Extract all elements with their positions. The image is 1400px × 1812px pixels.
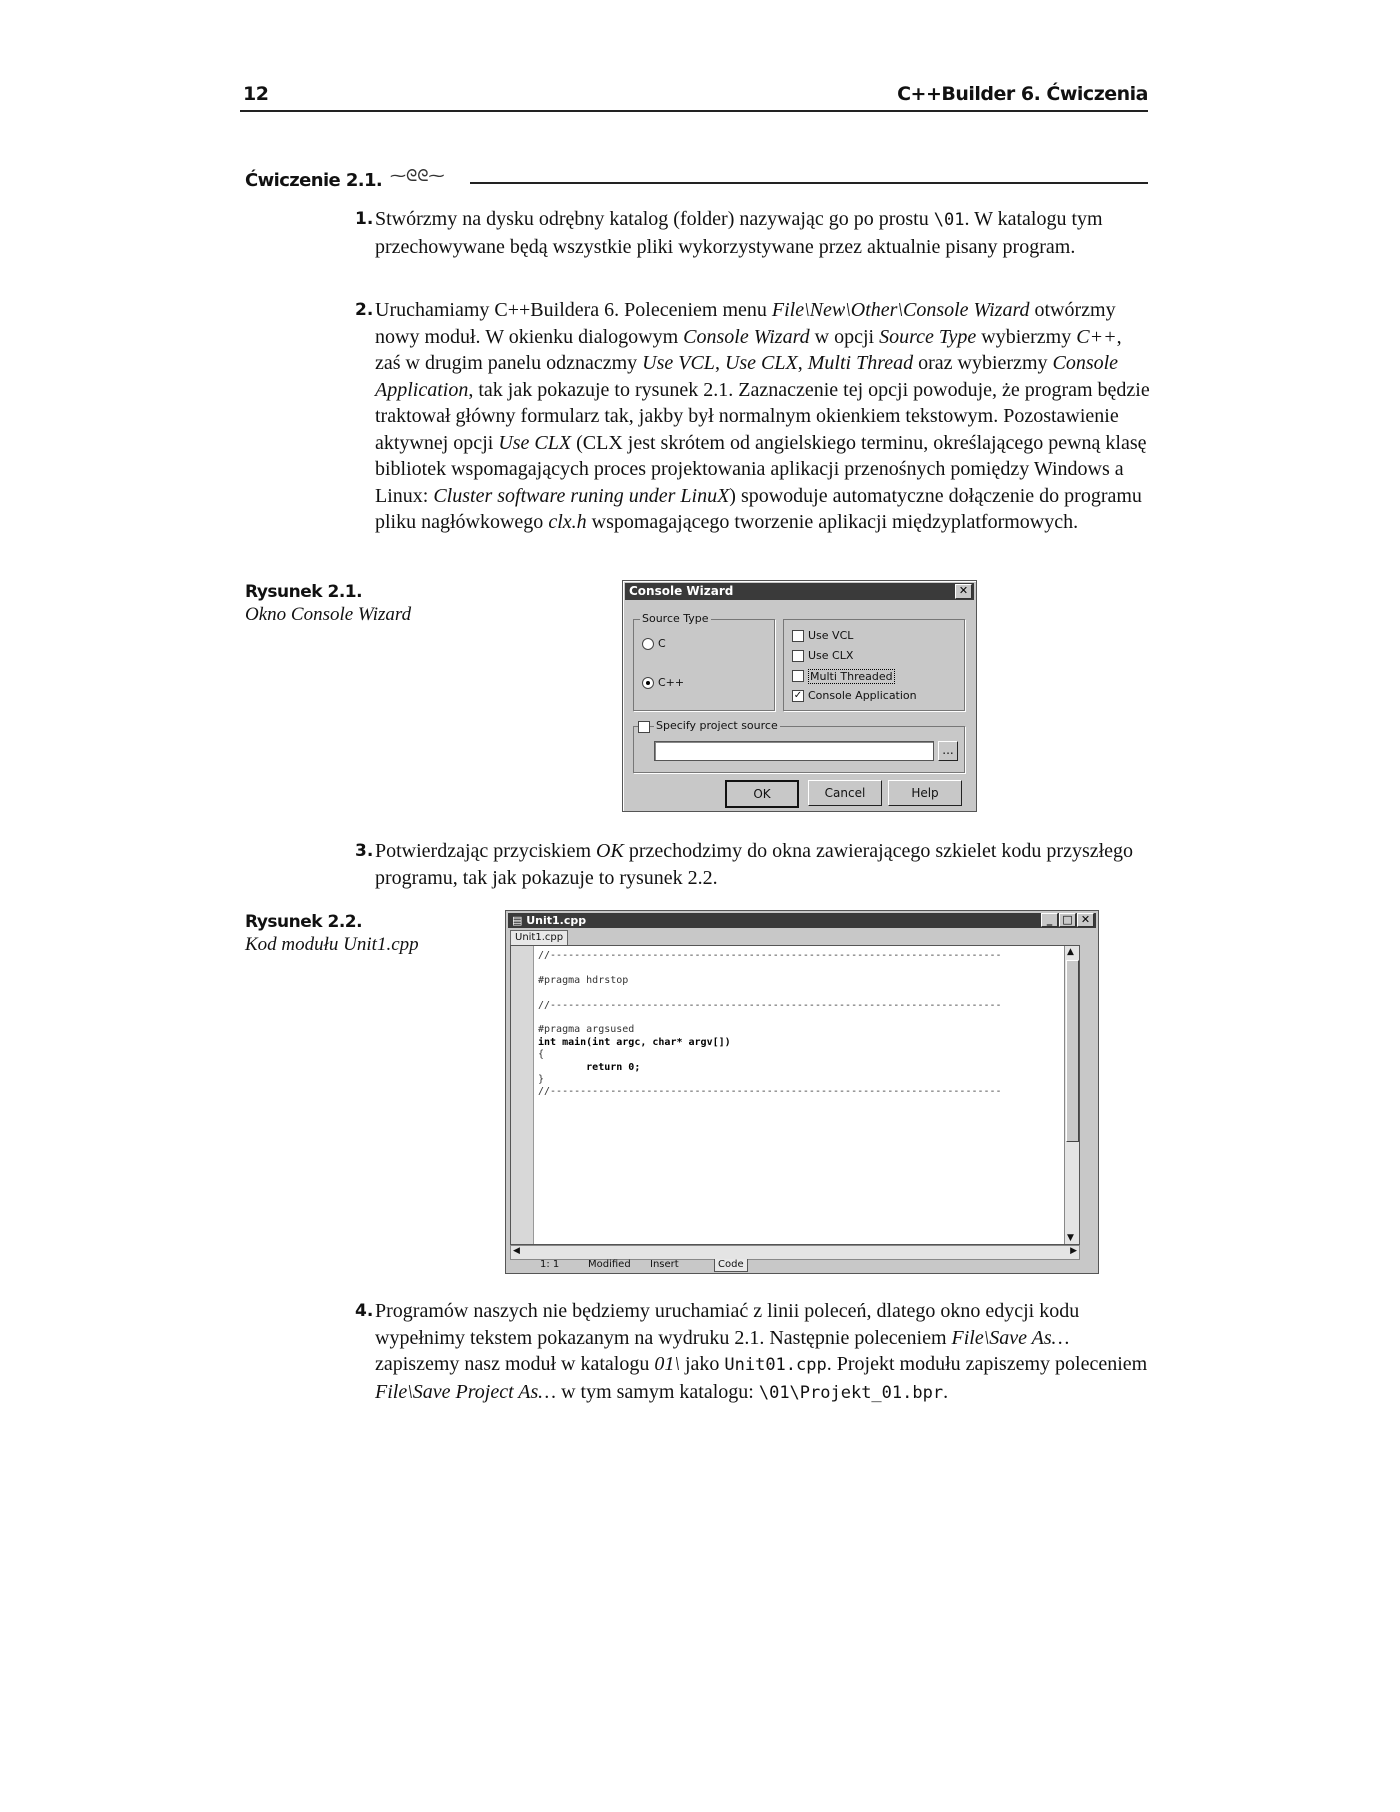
editor-title: Unit1.cpp: [526, 914, 587, 927]
maximize-icon[interactable]: □: [1059, 913, 1076, 927]
radio-cpp[interactable]: [642, 677, 654, 689]
item-text: Stwórzmy na dysku odrębny katalog (folder) nazywając go po prostu \01. W katalogu tym przechowywane będą wszystkie pliki wykorzystywane przez aktualnie pisany program.: [375, 208, 1103, 258]
code-line: int main(int argc, char* argv[]): [538, 1036, 731, 1048]
multi-threaded-checkbox[interactable]: [792, 670, 804, 682]
code-line: return 0;: [538, 1061, 641, 1073]
radio-cpp-label: C++: [658, 676, 685, 689]
code-line: //---------------------------------------------------------------------------: [538, 950, 1002, 961]
close-icon[interactable]: ✕: [955, 584, 972, 599]
ok-button[interactable]: OK: [725, 780, 799, 808]
code-line: //---------------------------------------------------------------------------: [538, 1086, 1002, 1098]
item-number: 1.: [355, 209, 374, 229]
minimize-icon[interactable]: _: [1041, 913, 1058, 927]
use-vcl-label: Use VCL: [808, 629, 854, 642]
source-type-label: Source Type: [642, 612, 709, 625]
radio-c-label: C: [658, 637, 666, 650]
file-icon: ▤: [512, 914, 527, 927]
book-title: C++Builder 6. Ćwiczenia: [897, 83, 1148, 105]
use-clx-label: Use CLX: [808, 649, 854, 662]
tab-code[interactable]: Code: [714, 1259, 748, 1272]
code-editor-window: [505, 910, 1099, 1274]
cancel-button[interactable]: Cancel: [808, 780, 882, 806]
specify-source-checkbox[interactable]: [638, 721, 650, 733]
scroll-right-icon[interactable]: ▶: [1070, 1246, 1077, 1256]
page-number: 12: [243, 83, 269, 105]
item-text: Potwierdzając przyciskiem OK przechodzimy do okna zawierającego szkielet kodu przyszłego programu, tak jak pokazuje to rysunek 2.2.: [375, 840, 1134, 889]
console-wizard-dialog: [622, 580, 977, 812]
vertical-scrollbar[interactable]: [1064, 946, 1079, 1244]
scroll-thumb[interactable]: [1066, 960, 1079, 1142]
help-button[interactable]: Help: [888, 780, 962, 806]
options-group: [783, 619, 965, 711]
code-line: [538, 987, 1002, 999]
code-line: [538, 962, 1002, 974]
list-item-4: [355, 1298, 1150, 1406]
status-modified: Modified: [588, 1259, 631, 1270]
list-item-3: [355, 838, 1150, 891]
use-vcl-checkbox[interactable]: [792, 630, 804, 642]
code-line: #pragma hdrstop: [538, 974, 629, 986]
close-icon[interactable]: ✕: [1077, 913, 1094, 927]
item-number: 3.: [355, 841, 374, 861]
horizontal-scrollbar[interactable]: [510, 1245, 1080, 1260]
project-source-input[interactable]: [654, 741, 934, 761]
code-line: [538, 1012, 1002, 1024]
editor-status-bar: [510, 1259, 1090, 1271]
scroll-left-icon[interactable]: ◀: [513, 1246, 520, 1256]
code-line: {: [538, 1049, 545, 1061]
dialog-titlebar: [625, 583, 974, 600]
exercise-title: Ćwiczenie 2.1.: [245, 170, 383, 191]
item-number: 4.: [355, 1301, 374, 1321]
console-application-label: Console Application: [808, 689, 917, 702]
editor-gutter: [511, 946, 534, 1244]
project-source-group: [633, 719, 965, 773]
use-clx-checkbox[interactable]: [792, 650, 804, 662]
code-line: //---------------------------------------------------------------------------: [538, 999, 1002, 1011]
list-item-1: [355, 206, 1150, 260]
item-text: Uruchamiamy C++Buildera 6. Poleceniem menu File\New\Other\Console Wizard otwórzmy nowy moduł. W okienku dialogowym Console Wizard w opcji Source Type wybierzmy C++, zaś w drugim panelu odznaczmy Use VCL, Use CLX, Multi Thread oraz wybierzmy Console Application, tak jak pokazuje to rysunek 2.1. Zaznaczenie tej opcji powoduje, że program będzie traktował główny formularz tak, jakby był normalnym okienkiem tekstowym. Pozostawienie aktywnej opcji Use CLX (CLX jest skrótem od angielskiego terminu, określającego pewną klasę bibliotek wspomagających proces projektowania aplikacji przenośnych pomiędzy Windows a Linux: Cluster software runing under LinuX) spowoduje automatyczne dołączenie do programu pliku nagłówkowego clx.h wspomagającego tworzenie aplikacji międzyplatformowych.: [375, 299, 1150, 533]
status-insert: Insert: [650, 1259, 679, 1270]
header-rule: [240, 110, 1148, 112]
console-application-checkbox[interactable]: ✓: [793, 690, 803, 701]
source-type-group: [633, 612, 775, 711]
code-line: }: [538, 1074, 545, 1086]
figure-1-caption: Okno Console Wizard: [245, 604, 412, 625]
exercise-rule: [470, 182, 1148, 184]
code-line: #pragma argsused: [538, 1024, 635, 1036]
scroll-up-icon[interactable]: ▲: [1067, 947, 1074, 957]
code-area[interactable]: [510, 945, 1080, 1245]
figure-1-title: Rysunek 2.1.: [245, 582, 363, 602]
radio-c[interactable]: [642, 638, 654, 650]
figure-2-label: [245, 912, 419, 956]
dialog-title: Console Wizard: [629, 584, 734, 598]
multi-threaded-label: Multi Threaded: [810, 670, 893, 683]
item-text: Programów naszych nie będziemy uruchamiać z linii poleceń, dlatego okno edycji kodu wypełnimy tekstem pokazanym na wydruku 2.1. Następnie poleceniem File\Save As… zapiszemy nasz moduł w katalogu 01\ jako Unit01.cpp. Projekt modułu zapiszemy poleceniem File\Save Project As… w tym samym katalogu: \01\Projekt_01.bpr.: [375, 1300, 1148, 1403]
editor-titlebar: [508, 913, 1096, 928]
specify-source-label: Specify project source: [656, 719, 778, 732]
figure-1-label: [245, 582, 411, 626]
exercise-ornament-icon: ⁓ᘓᘓ⁓: [390, 166, 445, 185]
status-position: 1: 1: [540, 1259, 560, 1270]
figure-2-title: Rysunek 2.2.: [245, 912, 363, 932]
list-item-2: [355, 297, 1150, 536]
item-number: 2.: [355, 300, 374, 320]
figure-2-caption: Kod modułu Unit1.cpp: [245, 934, 419, 955]
scroll-down-icon[interactable]: ▼: [1067, 1233, 1074, 1243]
code-text: [538, 950, 1002, 1099]
tab-unit1-cpp[interactable]: Unit1.cpp: [510, 930, 568, 945]
browse-button[interactable]: ...: [938, 741, 958, 761]
